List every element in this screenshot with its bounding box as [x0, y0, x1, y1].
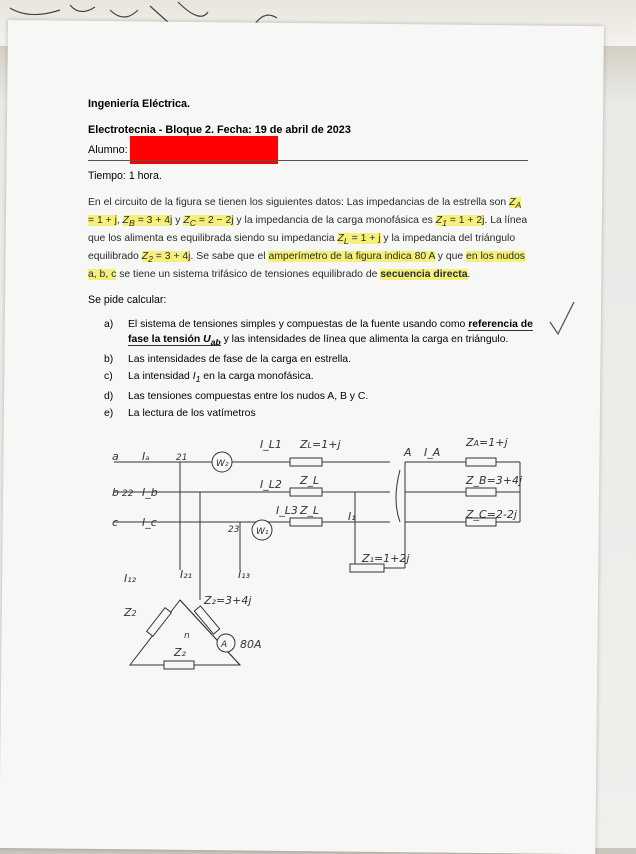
question-a: a) El sistema de tensiones simples y compuestas de la fuente usando como referencia de fase la tensión $U_{ab}$ y las intensidades de línea que alimenta la carga en triángulo. [104, 319, 533, 348]
zl-value: $Z_L = 1 + j$ [337, 233, 381, 247]
nodes-data: en los nudos a, b, c [88, 251, 525, 281]
svg-text:Iₐ: Iₐ [142, 450, 150, 463]
svg-text:21: 21 [176, 453, 188, 463]
za-value: $Z_A = 1 + j$ [88, 197, 522, 227]
z1-value: $Z_1 = 1 + 2j$ [435, 215, 485, 229]
svg-text:W₂: W₂ [216, 459, 229, 469]
student-line [88, 160, 528, 161]
svg-text:I₁₃: I₁₃ [238, 568, 251, 581]
svg-text:23: 23 [228, 525, 240, 535]
svg-text:Z₂=3+4j: Z₂=3+4j [204, 594, 252, 607]
ammeter-data: amperímetro de la figura indica 80 A [268, 251, 435, 263]
svg-text:I_L3: I_L3 [276, 504, 298, 517]
svg-text:I₁: I₁ [348, 510, 356, 523]
svg-text:I_b: I_b [142, 486, 158, 499]
student-label: Alumno: [88, 144, 128, 156]
svg-text:Z₂: Z₂ [174, 646, 186, 659]
zb-value: $Z_B = 3 + 4j$ [122, 215, 173, 229]
problem-statement: En el circuito de la figura se tienen los siguientes datos: Las impedancias de la estrella son $Z_A = 1 + j$, $Z_B = 3 + 4j$ y $Z_C = 2 - 2j$ y la impedancia de la carga monofásica es $Z_1 = 1 + 2j$. La línea que los alimenta es equilibrada siendo su impedancia $Z_L = 1 + j$ y la impedancia del triángulo equilibrado $Z_2 = 3 + 4j$. Se sabe que el amperímetro de la figura indica 80 A y que en los nudos a, b, c se tiene un sistema trifásico de tensiones equilibrado de secuencia directa. [88, 197, 528, 281]
svg-text:A: A [221, 640, 228, 650]
svg-text:W₁: W₁ [256, 527, 269, 537]
svg-text:b: b [112, 486, 119, 499]
svg-text:I_L2: I_L2 [260, 478, 282, 491]
svg-text:I₂₁: I₂₁ [180, 568, 193, 581]
question-e: e) La lectura de los vatímetros [104, 408, 256, 420]
svg-text:I_c: I_c [142, 516, 157, 529]
zc-value: $Z_C = 2 - 2j$ [183, 215, 234, 229]
question-c: c) La intensidad $I_1$ en la carga monofásica. [104, 371, 314, 385]
sequence-data: secuencia directa [380, 269, 468, 281]
svg-text:n: n [184, 631, 190, 641]
svg-text:I_A: I_A [424, 446, 441, 459]
svg-text:ZL=1+j: ZL=1+j [300, 438, 341, 451]
svg-text:ZA=1+j: ZA=1+j [466, 436, 508, 449]
time-limit: Tiempo: 1 hora. [88, 170, 162, 182]
question-b: b) Las intensidades de fase de la carga en estrella. [104, 354, 351, 366]
checkmark-icon [548, 300, 578, 340]
svg-text:A: A [404, 446, 412, 459]
svg-text:a: a [112, 450, 119, 463]
svg-text:80A: 80A [240, 638, 262, 651]
svg-text:Z_L: Z_L [300, 474, 320, 487]
svg-text:Z_C=2-2j: Z_C=2-2j [466, 508, 517, 521]
svg-text:Z_B=3+4j: Z_B=3+4j [466, 474, 523, 487]
svg-text:I₁₂: I₁₂ [124, 572, 137, 585]
question-d: d) Las tensiones compuestas entre los nudos A, B y C. [104, 391, 369, 403]
question-list [104, 317, 544, 423]
svg-text:Z2: Z2 [124, 606, 137, 619]
svg-text:Z₁=1+2j: Z₁=1+2j [362, 552, 410, 565]
statement-text: En el circuito de la figura se tienen los siguientes datos: Las impedancias de la estrella son [88, 197, 510, 208]
svg-text:c: c [112, 516, 119, 529]
svg-text:22: 22 [122, 489, 134, 499]
institution: Ingeniería Eléctrica. [88, 98, 191, 110]
questions-intro: Se pide calcular: [88, 294, 167, 306]
course-title: Electrotecnia - Bloque 2. Fecha: 19 de abril de 2023 [88, 124, 351, 136]
svg-text:Z_L: Z_L [300, 504, 320, 517]
svg-text:I_L1: I_L1 [260, 438, 282, 451]
circuit-diagram [100, 410, 540, 680]
z2-value: $Z_2 = 3 + 4j$ [141, 251, 191, 265]
